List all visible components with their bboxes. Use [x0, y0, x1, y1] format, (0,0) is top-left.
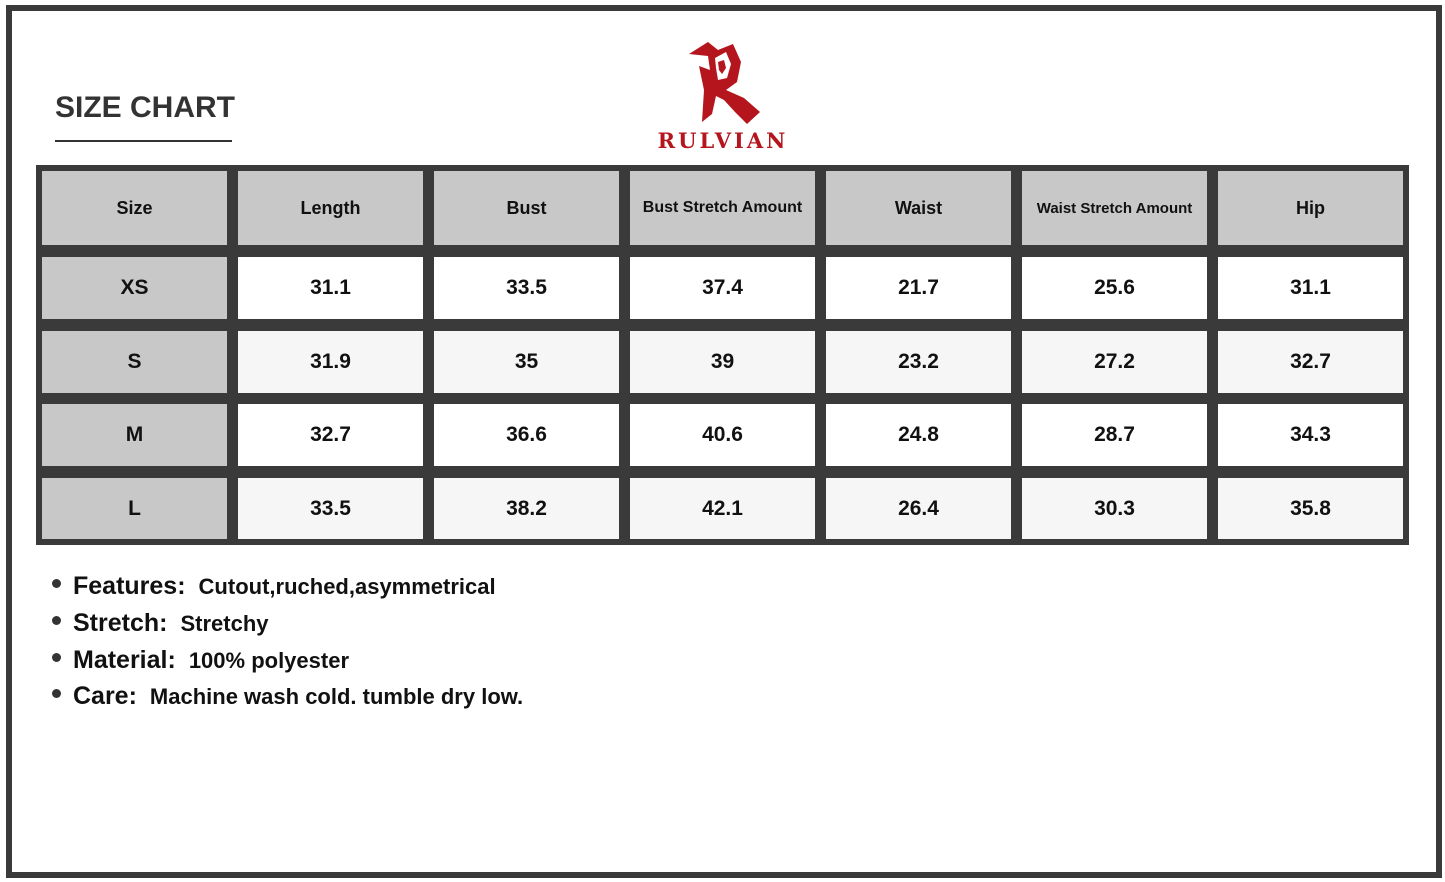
list-item	[52, 609, 269, 638]
table-cell: 21.7	[826, 257, 1011, 319]
column-header-waist-stretch: Waist Stretch Amount	[1022, 171, 1207, 245]
table-cell: 28.7	[1022, 404, 1207, 466]
list-item	[52, 682, 523, 711]
brand-r-logo-icon	[688, 40, 762, 124]
table-cell: 35	[434, 331, 619, 393]
list-item	[52, 572, 496, 601]
table-cell: 33.5	[434, 257, 619, 319]
table-cell: 24.8	[826, 404, 1011, 466]
table-cell: 37.4	[630, 257, 815, 319]
table-cell: 40.6	[630, 404, 815, 466]
bullet-icon	[52, 653, 61, 662]
feature-value: Stretchy	[180, 611, 269, 636]
table-cell: 31.1	[238, 257, 423, 319]
row-size-label: M	[42, 404, 227, 466]
table-cell: 23.2	[826, 331, 1011, 393]
page-title: SIZE CHART	[55, 91, 235, 124]
table-cell: 32.7	[1218, 331, 1403, 393]
table-cell: 39	[630, 331, 815, 393]
column-header-size: Size	[42, 171, 227, 245]
table-cell: 32.7	[238, 404, 423, 466]
table-cell: 30.3	[1022, 478, 1207, 539]
column-header-length: Length	[238, 171, 423, 245]
column-header-bust: Bust	[434, 171, 619, 245]
table-cell: 42.1	[630, 478, 815, 539]
table-cell: 31.9	[238, 331, 423, 393]
title-underline	[55, 140, 232, 142]
column-header-waist: Waist	[826, 171, 1011, 245]
brand-logo	[650, 40, 796, 152]
table-cell: 31.1	[1218, 257, 1403, 319]
table-cell: 34.3	[1218, 404, 1403, 466]
row-size-label: S	[42, 331, 227, 393]
table-cell: 26.4	[826, 478, 1011, 539]
list-item	[52, 646, 349, 675]
feature-label: Features:	[73, 572, 186, 600]
table-cell: 38.2	[434, 478, 619, 539]
table-cell: 35.8	[1218, 478, 1403, 539]
feature-value: Machine wash cold. tumble dry low.	[149, 684, 524, 709]
row-size-label: XS	[42, 257, 227, 319]
size-table	[36, 165, 1409, 545]
column-header-bust-stretch: Bust Stretch Amount	[630, 171, 815, 245]
brand-name: RULVIAN	[657, 128, 789, 153]
row-size-label: L	[42, 478, 227, 539]
table-cell: 27.2	[1022, 331, 1207, 393]
feature-value: 100% polyester	[188, 648, 350, 673]
feature-value: Cutout,ruched,asymmetrical	[198, 574, 496, 599]
bullet-icon	[52, 616, 61, 625]
feature-label: Stretch:	[73, 609, 168, 637]
bullet-icon	[52, 689, 61, 698]
bullet-icon	[52, 579, 61, 588]
column-header-hip: Hip	[1218, 171, 1403, 245]
table-cell: 25.6	[1022, 257, 1207, 319]
table-cell: 36.6	[434, 404, 619, 466]
table-cell: 33.5	[238, 478, 423, 539]
feature-label: Material:	[73, 646, 176, 674]
feature-label: Care:	[73, 682, 137, 710]
